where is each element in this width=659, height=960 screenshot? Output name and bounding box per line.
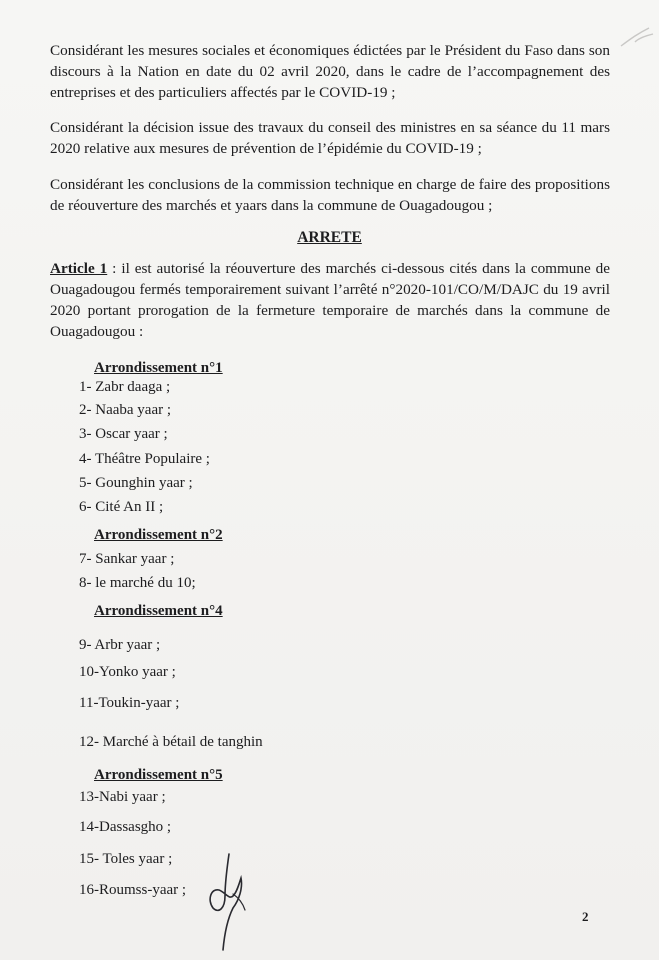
list-item: 1- Zabr daaga ; [79,379,171,395]
article-text: : il est autorisé la réouverture des marchés ci-dessous cités dans la commune de Ouagadougou fermés temporairement suivant l’arrêté n°2020-101/CO/M/DAJC du 19 avril 2020 portant prorogation de la fermeture temporaire de marchés dans la commune de Ouagadougou : [50,260,611,340]
article-label: Article 1 [50,260,108,277]
article-1 [50,258,610,342]
list-item: 15- Toles yaar ; [79,851,173,867]
handwritten-signature [203,848,253,958]
list-item: 13-Nabi yaar ; [79,789,166,805]
paragraph-considering-3: Considérant les conclusions de la commission technique en charge de faire des propositions de réouverture des marchés et yaars dans la commune de Ouagadougou ; [50,176,610,214]
section-heading-arr1: Arrondissement n°1 [94,360,223,376]
list-item: 4- Théâtre Populaire ; [79,451,210,467]
corner-mark [615,18,659,58]
list-item: 10-Yonko yaar ; [79,664,176,680]
paragraph-considering-1: Considérant les mesures sociales et économiques édictées par le Président du Faso dans son discours à la Nation en date du 02 avril 2020, dans le cadre de l’accompagnement des entreprises et des particuliers affectés par le COVID-19 ; [50,42,610,101]
list-item: 14-Dassasgho ; [79,819,172,835]
list-item: 5- Gounghin yaar ; [79,475,193,491]
list-item: 16-Roumss-yaar ; [79,882,187,898]
list-item: 3- Oscar yaar ; [79,426,168,442]
list-item: 12- Marché à bétail de tanghin [79,734,263,750]
list-item: 8- le marché du 10; [79,575,196,591]
list-item: 9- Arbr yaar ; [79,637,161,653]
list-item: 11-Toukin-yaar ; [79,695,180,711]
list-item: 2- Naaba yaar ; [79,402,172,418]
page-number: 2 [582,909,589,924]
paragraph-considering-2: Considérant la décision issue des travaux du conseil des ministres en sa séance du 11 mars 2020 relative aux mesures de prévention de l’épidémie du COVID-19 ; [50,119,610,157]
section-heading-arr2: Arrondissement n°2 [94,527,223,543]
list-item: 6- Cité An II ; [79,499,164,515]
section-heading-arr5: Arrondissement n°5 [94,767,223,783]
decree-title: ARRETE [297,229,362,246]
section-heading-arr4: Arrondissement n°4 [94,603,223,619]
list-item: 7- Sankar yaar ; [79,551,175,567]
